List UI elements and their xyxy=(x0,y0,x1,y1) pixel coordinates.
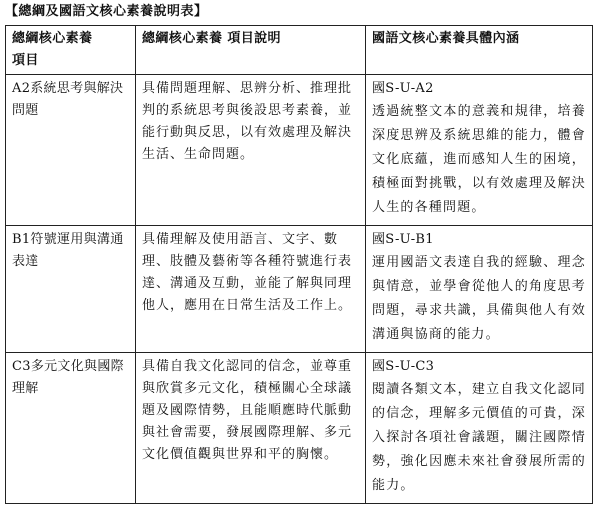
row-a2-explanation: 具備問題理解、思辨分析、推理批判的系統思考與後設思考素養，並能行動與反思，以有效處理及解決生活、生命問題。 xyxy=(136,75,366,226)
core-competency-table xyxy=(5,25,593,504)
table-header-row xyxy=(6,26,593,75)
header-col1-line1: 總綱核心素養 xyxy=(12,31,93,46)
row-a2-code: 國S-U-A2 xyxy=(372,81,434,96)
header-core-competency-item xyxy=(6,26,136,75)
row-a2-content-cell xyxy=(366,75,593,226)
table-row xyxy=(6,353,593,504)
document-title: 【總綱及國語文核心素養說明表】 xyxy=(5,4,208,19)
row-b1-content-cell xyxy=(366,226,593,353)
row-c3-dimension: C3多元文化與國際理解 xyxy=(6,353,136,504)
row-a2-content: 透過統整文本的意義和規律，培養深度思辨及系統思維的能力，體會文化底蘊，進而感知人生的困境，積極面對挑戰，以有效處理及解決人生的各種問題。 xyxy=(372,104,586,215)
row-b1-code: 國S-U-B1 xyxy=(372,232,434,247)
table-row xyxy=(6,226,593,353)
row-c3-content-cell xyxy=(366,353,593,504)
header-chinese-competency-content: 國語文核心素養具體內涵 xyxy=(366,26,593,75)
header-col1-line2: 項目 xyxy=(12,53,39,68)
row-b1-dimension: B1符號運用與溝通表達 xyxy=(6,226,136,353)
row-b1-explanation: 具備理解及使用語言、文字、數理、肢體及藝術等各種符號進行表達、溝通及互動，並能了解與同理他人，應用在日常生活及工作上。 xyxy=(136,226,366,353)
row-a2-dimension: A2系統思考與解決問題 xyxy=(6,75,136,226)
table-row xyxy=(6,75,593,226)
header-item-explanation: 總綱核心素養 項目說明 xyxy=(136,26,366,75)
row-c3-code: 國S-U-C3 xyxy=(372,359,435,374)
row-b1-content: 運用國語文表達自我的經驗、理念與情意，並學會從他人的角度思考問題，尋求共識，具備與他人有效溝通與協商的能力。 xyxy=(372,255,586,342)
row-c3-explanation: 具備自我文化認同的信念，並尊重與欣賞多元文化，積極關心全球議題及國際情勢，且能順應時代脈動與社會需要，發展國際理解、多元文化價值觀與世界和平的胸懷。 xyxy=(136,353,366,504)
row-c3-content: 閱讀各類文本，建立自我文化認同的信念，理解多元價值的可貴，深入探討各項社會議題，關注國際情勢，強化因應未來社會發展所需的能力。 xyxy=(372,382,586,493)
